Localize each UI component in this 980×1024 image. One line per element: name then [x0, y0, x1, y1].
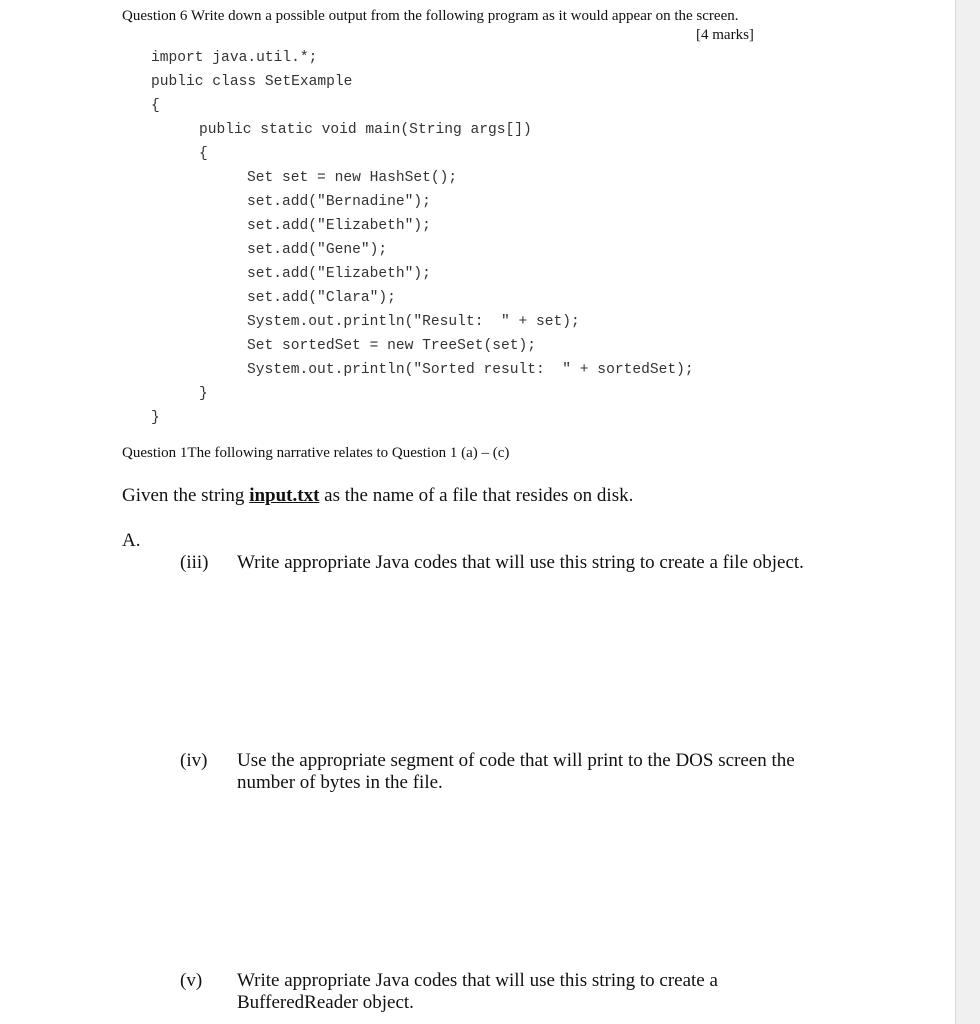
- vertical-scrollbar[interactable]: [955, 0, 980, 1024]
- code-line: import java.util.*;: [151, 50, 318, 66]
- section-letter: A.: [122, 530, 141, 551]
- question-1-heading: Question 1The following narrative relates to Question 1 (a) – (c): [122, 445, 510, 461]
- given-statement: [122, 485, 633, 507]
- question-6-heading: Question 6 Write down a possible output from the following program as it would appear on the screen.: [122, 8, 739, 24]
- item-text: Write appropriate Java codes that will use this string to create a file object.: [237, 552, 804, 573]
- code-line: }: [151, 410, 160, 426]
- code-block-method: [199, 118, 532, 166]
- code-line: System.out.println("Sorted result: " + sortedSet);: [247, 362, 694, 378]
- code-block-outer: [151, 46, 352, 118]
- code-line: }: [199, 386, 208, 402]
- code-line: public class SetExample: [151, 74, 353, 90]
- code-line: set.add("Clara");: [247, 290, 396, 306]
- item-number: (v): [180, 970, 203, 991]
- code-line: set.add("Gene");: [247, 242, 388, 258]
- given-suffix: as the name of a file that resides on disk.: [319, 485, 634, 506]
- code-line: {: [151, 98, 160, 114]
- code-line: public static void main(String args[]): [199, 122, 532, 138]
- code-block-body: [247, 166, 694, 382]
- code-line: System.out.println("Result: " + set);: [247, 314, 580, 330]
- given-prefix: Given the string: [122, 485, 250, 506]
- code-line: set.add("Elizabeth");: [247, 266, 431, 282]
- filename-text: input.txt: [249, 485, 320, 506]
- item-number: (iii): [180, 552, 209, 573]
- item-text: Use the appropriate segment of code that will print to the DOS screen the number of bytes in the file.: [237, 750, 795, 793]
- marks-label: [4 marks]: [696, 27, 754, 43]
- item-number: (iv): [180, 750, 208, 771]
- code-line: Set set = new HashSet();: [247, 170, 458, 186]
- code-line: {: [199, 146, 208, 162]
- code-line: Set sortedSet = new TreeSet(set);: [247, 338, 537, 354]
- item-text: Write appropriate Java codes that will use this string to create a BufferedReader object.: [237, 970, 718, 1013]
- code-line: set.add("Bernadine");: [247, 194, 431, 210]
- code-line: set.add("Elizabeth");: [247, 218, 431, 234]
